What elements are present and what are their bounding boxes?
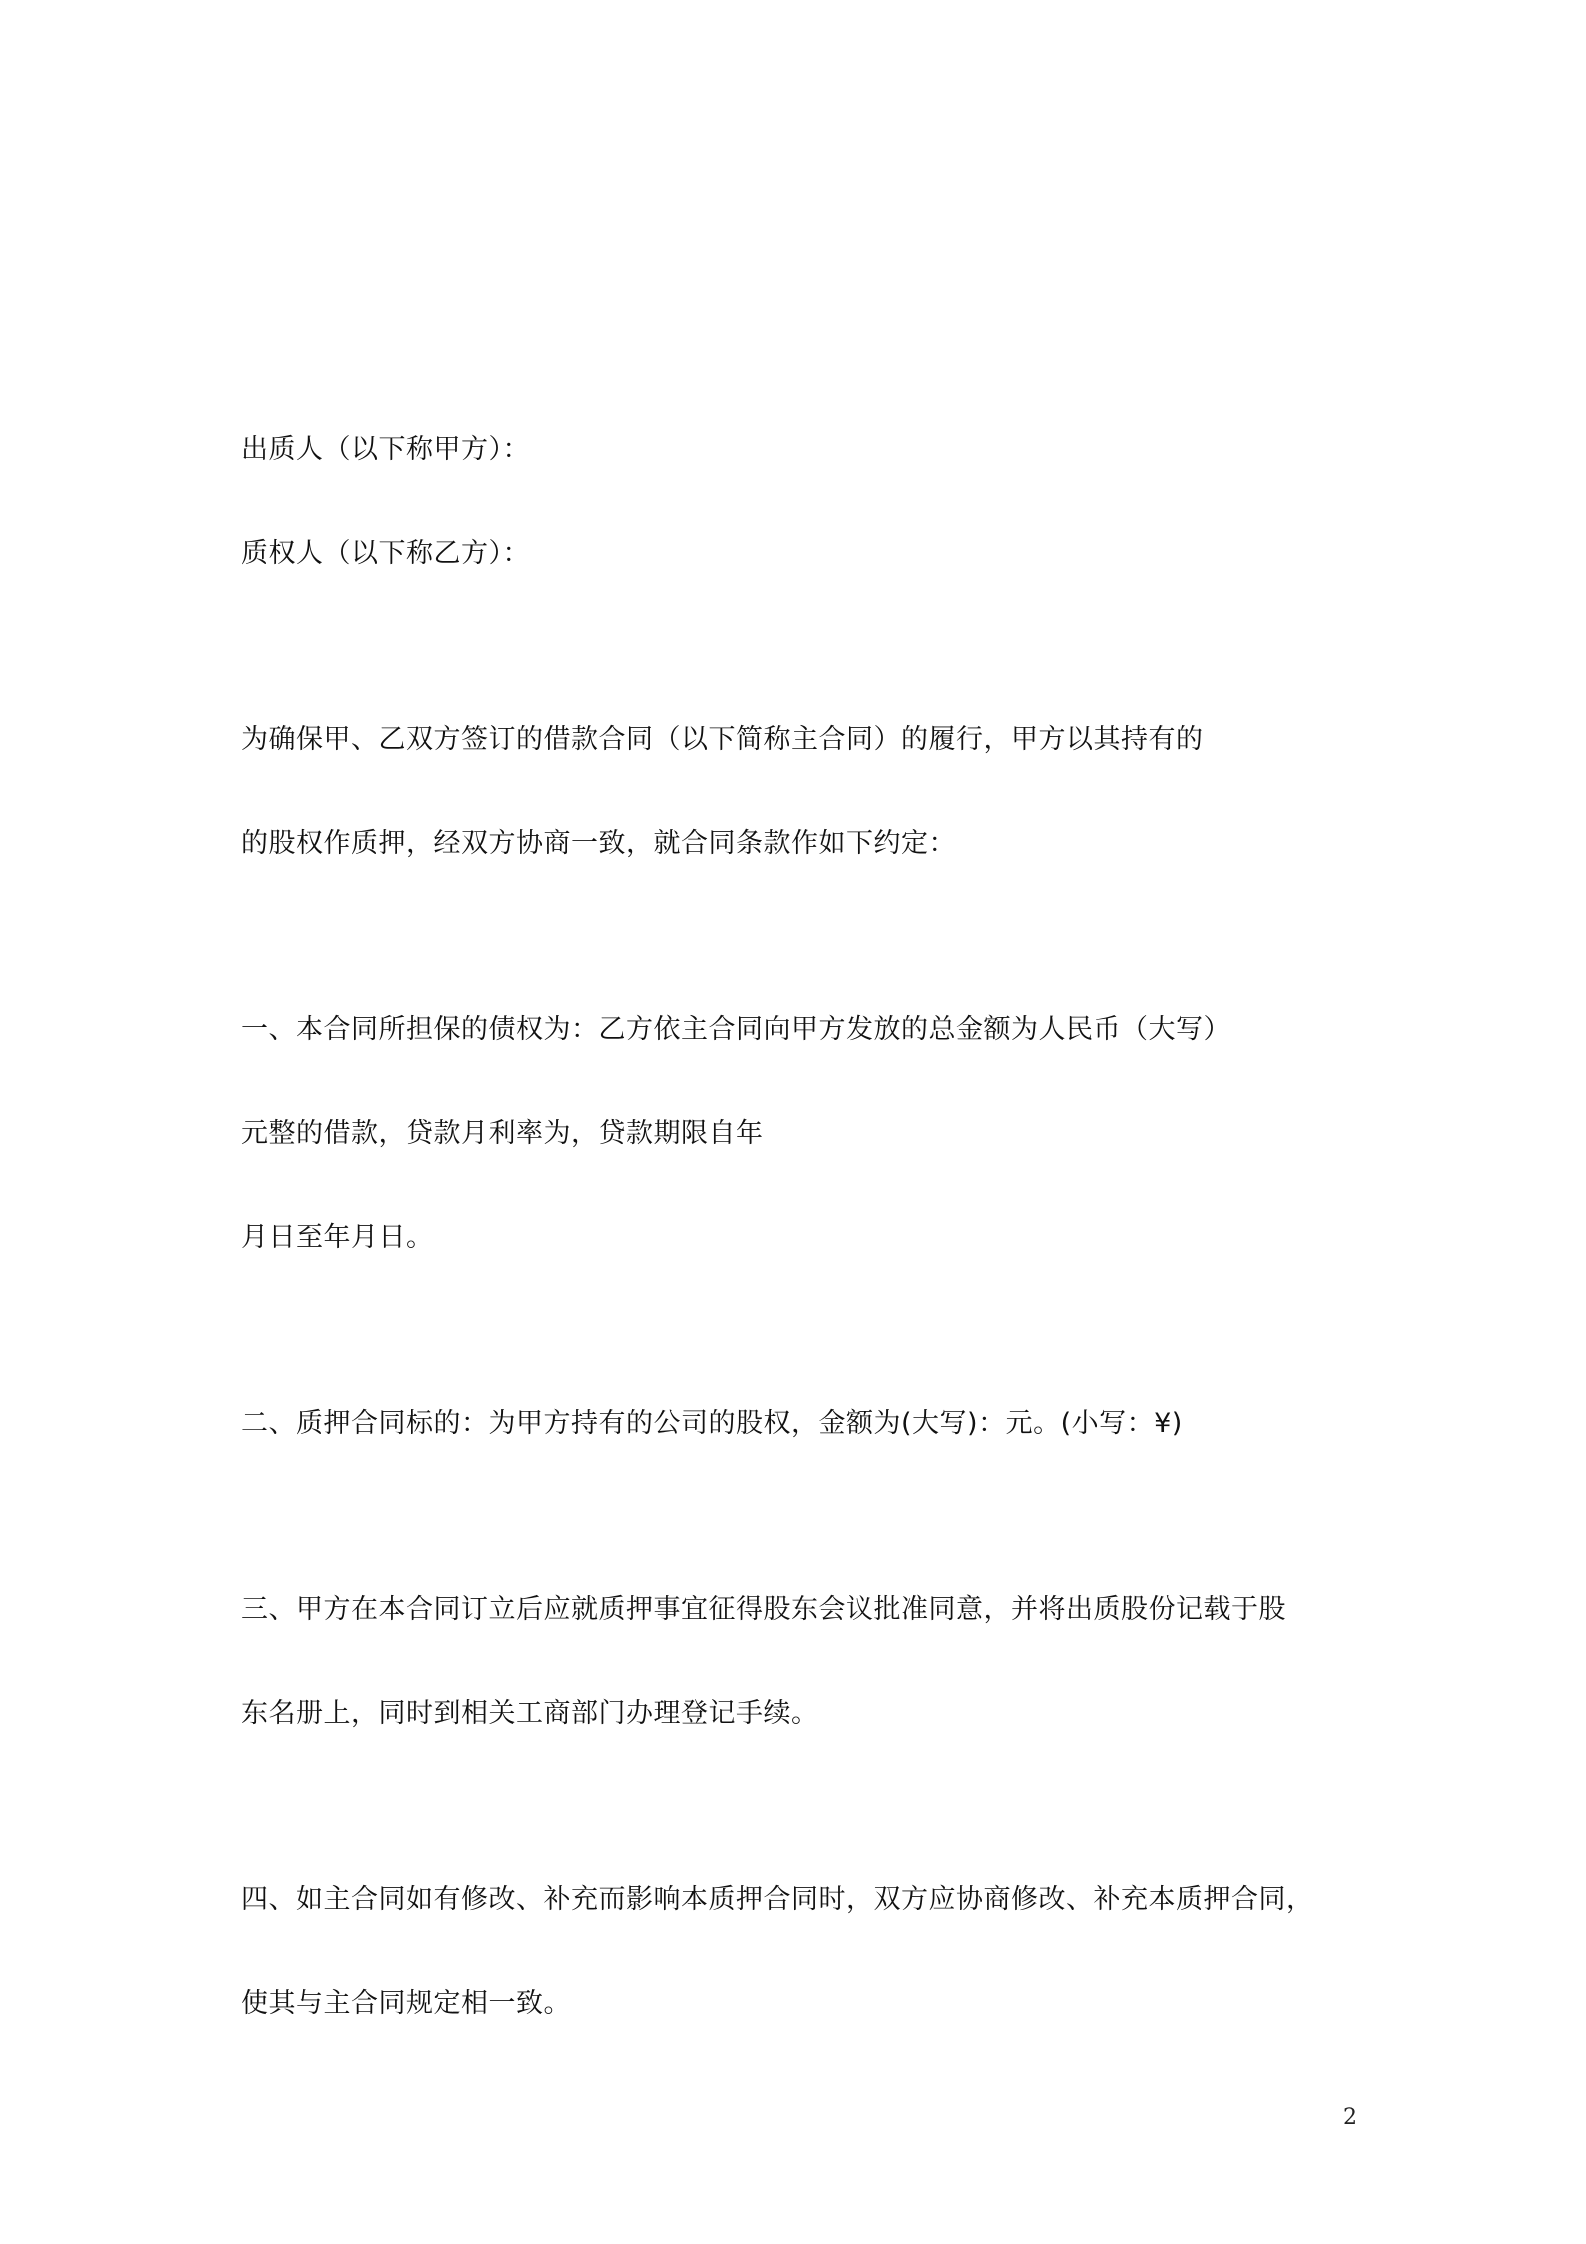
pledgee-line: 质权人（以下称乙方）： [241, 538, 530, 569]
preamble-line-2: 的股权作质押，经双方协商一致，就合同条款作如下约定： [241, 828, 956, 859]
clause-1-line-3: 月日至年月日。 [241, 1222, 434, 1253]
pledgor-line: 出质人（以下称甲方）： [241, 434, 530, 465]
clause-3-line-1: 三、甲方在本合同订立后应就质押事宜征得股东会议批准同意，并将出质股份记载于股 [241, 1594, 1286, 1625]
clause-2-line-1: 二、质押合同标的：为甲方持有的公司的股权，金额为(大写)：元。(小写：¥) [241, 1408, 1183, 1439]
clause-1-line-2: 元整的借款，贷款月利率为，贷款期限自年 [241, 1118, 764, 1149]
clause-4-line-1: 四、如主合同如有修改、补充而影响本质押合同时，双方应协商修改、补充本质押合同， [241, 1884, 1314, 1915]
preamble-line-1: 为确保甲、乙双方签订的借款合同（以下简称主合同）的履行，甲方以其持有的 [241, 724, 1204, 755]
clause-1-line-1: 一、本合同所担保的债权为：乙方依主合同向甲方发放的总金额为人民币（大写） [241, 1014, 1231, 1045]
clause-3-line-2: 东名册上，同时到相关工商部门办理登记手续。 [241, 1698, 819, 1729]
page-number: 2 [1343, 2105, 1357, 2130]
clause-4-line-2: 使其与主合同规定相一致。 [241, 1988, 571, 2019]
